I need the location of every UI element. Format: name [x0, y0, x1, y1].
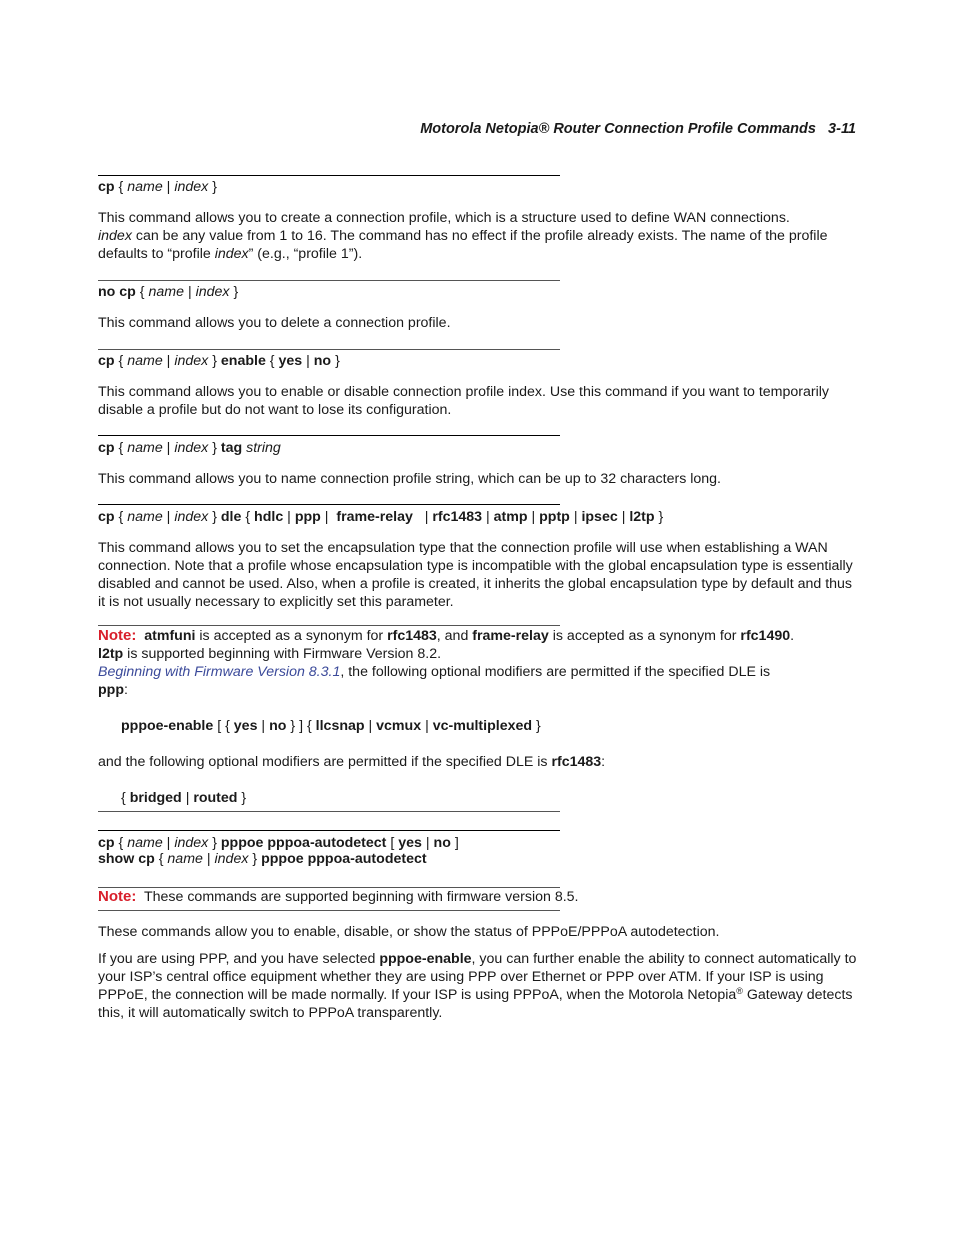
cp-enable-description: This command allows you to enable or disable connection profile index. Use this command if you want to temporarily disable a profile but do not want to lose its configuration.: [98, 384, 830, 418]
command-syntax-show-cp: show cp { name | index } pppoe pppoa-autodetect: [98, 851, 427, 867]
section-rule: [98, 504, 560, 505]
command-syntax-cp-enable: cp { name | index } enable { yes | no }: [98, 353, 340, 369]
note-rule: [98, 811, 560, 812]
cp-tag-description: This command allows you to name connection profile string, which can be up to 32 characters long.: [98, 471, 722, 487]
autodetect-description: These commands allow you to enable, disable, or show the status of PPPoE/PPPoA autodetection.: [98, 924, 720, 940]
firmware-version-link[interactable]: Beginning with Firmware Version 8.3.1: [98, 664, 341, 680]
cp-description: This command allows you to create a connection profile, which is a structure used to define WAN connections. index can be any value from 1 to 16. The command has no effect if the profile already exists. The name of the profile defaults to “profile index” (e.g., “profile 1”).: [98, 210, 828, 262]
section-rule: [98, 435, 560, 436]
note-label: Note:: [98, 888, 137, 905]
command-syntax-cp-tag: cp { name | index } tag string: [98, 440, 281, 456]
page-number: 3-11: [828, 121, 856, 137]
command-syntax-pppoe-autodetect: cp { name | index } pppoe pppoa-autodetect [ yes | no ]: [98, 835, 459, 851]
command-syntax-cp: cp { name | index }: [98, 179, 217, 195]
note-label: Note:: [98, 627, 137, 644]
no-cp-description: This command allows you to delete a connection profile.: [98, 315, 451, 331]
command-syntax-no-cp: no cp { name | index }: [98, 284, 239, 300]
section-rule: [98, 830, 560, 831]
rfc1483-modifiers-syntax: { bridged | routed }: [121, 790, 247, 806]
section-rule: [98, 175, 560, 176]
firmware-note: Note: These commands are supported beginning with firmware version 8.5.: [98, 888, 579, 905]
page-header: [420, 120, 856, 138]
autodetect-details: If you are using PPP, and you have selected pppoe-enable, you can further enable the ability to connect automatically to your ISP’s central office equipment whether they are using PPP over Ethernet or PPP over ATM. If your ISP is using PPPoE, the connection will be made normally. If your ISP is using PPPoA, when the Motorola Netopia® Gateway detects this, it will automatically switch to PPPoA transparently.: [98, 951, 857, 1021]
section-rule: [98, 280, 560, 281]
header-title: Motorola Netopia® Router Connection Profile Commands: [420, 121, 816, 137]
section-rule: [98, 349, 560, 350]
cp-dle-description: This command allows you to set the encapsulation type that the connection profile will use when establishing a WAN connection. Note that a profile whose encapsulation type is incompatible with the global encapsulation type is essentially disabled and cannot be used. Also, when a profile is created, it inherits the global encapsulation type by default and thus it is not usually necessary to explicitly set this parameter.: [98, 540, 853, 610]
command-syntax-cp-dle: cp { name | index } dle { hdlc | ppp | frame-relay | rfc1483 | atmp | pptp | ipsec | l2tp }: [98, 509, 664, 525]
ppp-modifiers-syntax: pppoe-enable [ { yes | no } ] { llcsnap | vcmux | vc-multiplexed }: [121, 718, 541, 734]
dle-note: Note: atmfuni is accepted as a synonym for rfc1483, and frame-relay is accepted as a synonym for rfc1490. l2tp is supported beginning with Firmware Version 8.2. Beginning with Firmware Version 8.3.1, the following optional modifiers are permitted if the specified DLE is ppp:: [98, 627, 795, 698]
note-rule: [98, 910, 560, 911]
note-rule: [98, 625, 560, 626]
rfc1483-modifiers-intro: and the following optional modifiers are permitted if the specified DLE is rfc1483:: [98, 754, 606, 770]
